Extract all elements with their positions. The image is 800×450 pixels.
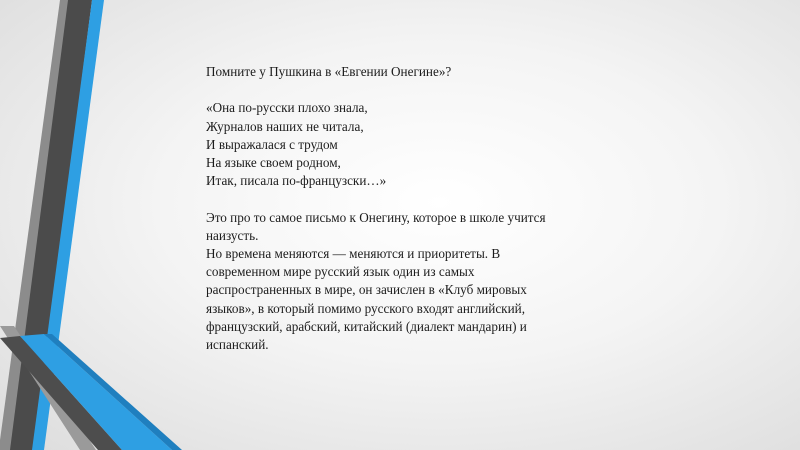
slide-text-body [206, 63, 616, 354]
intro-line: Помните у Пушкина в «Евгении Онегине»? [206, 64, 452, 79]
body-line: современном мире русский язык один из самых [206, 264, 475, 280]
body-line: французский, арабский, китайский (диалект мандарин) и [206, 318, 527, 334]
poem-line: И выражалася с трудом [206, 136, 338, 152]
body-line: наизусть. [206, 227, 259, 243]
poem-line: Итак, писала по-французски…» [206, 173, 387, 189]
body-line: испанский. [206, 337, 269, 353]
body-line: Это про то самое письмо к Онегину, которое в школе учится [206, 209, 546, 225]
paragraph-gap [206, 81, 616, 99]
poem-line: «Она по-русски плохо знала, [206, 100, 368, 116]
body-line: Но времена меняются — меняются и приоритеты. В [206, 246, 501, 261]
poem-line: На языке своем родном, [206, 155, 341, 170]
body-line: языков», в который помимо русского входят английский, [206, 300, 525, 316]
poem-line: Журналов наших не читала, [206, 118, 364, 134]
paragraph-gap [206, 190, 616, 208]
body-line: распространенных в мире, он зачислен в «Клуб мировых [206, 282, 527, 298]
